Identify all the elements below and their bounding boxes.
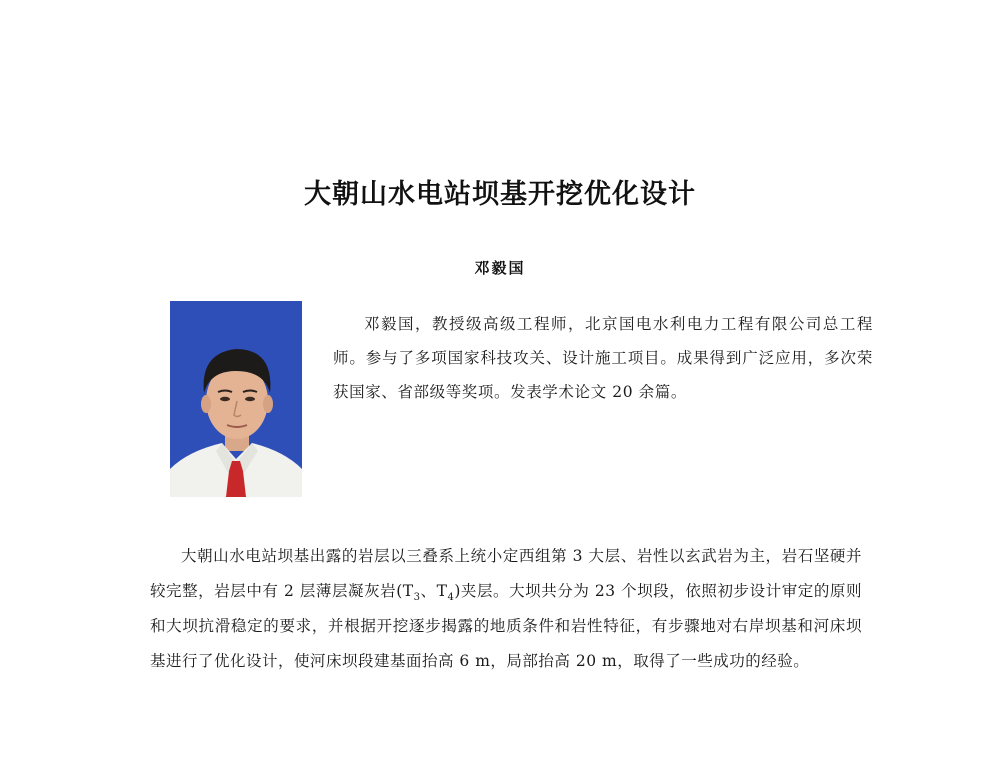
body-paragraph [150, 539, 862, 679]
article-title: 大朝山水电站坝基开挖优化设计 [304, 179, 696, 210]
author-photo [170, 301, 302, 497]
author-name: 邓毅国 [474, 259, 526, 277]
body-text-part-3: )夹层。大坝共分为 23 个坝段，依照初步设计审定的原则和大坝抗滑稳定的要求，并根据开挖逐步揭露的地质条件和岩性特征，有步骤地对右岸坝基和河床坝基进行了优化设计，使河床坝段建基面抬高 6 m，局部抬高 20 m，取得了一些成功的经验。 [150, 582, 862, 670]
subscript-4: 4 [447, 592, 455, 604]
author-bio: 邓毅国，教授级高级工程师，北京国电水利电力工程有限公司总工程师。参与了多项国家科技攻关、设计施工项目。成果得到广泛应用，多次荣获国家、省部级等奖项。发表学术论文 20 余篇。 [333, 315, 873, 401]
body-text-part-1: 大朝山水电站坝基出露的岩层以三叠系上统小定西组第 3 大层、岩性以玄武岩为主，岩石坚硬并较完整，岩层中有 2 层薄层凝灰岩(T [150, 547, 862, 600]
subscript-3: 3 [413, 592, 421, 604]
body-text-part-2: 、T [420, 582, 448, 600]
